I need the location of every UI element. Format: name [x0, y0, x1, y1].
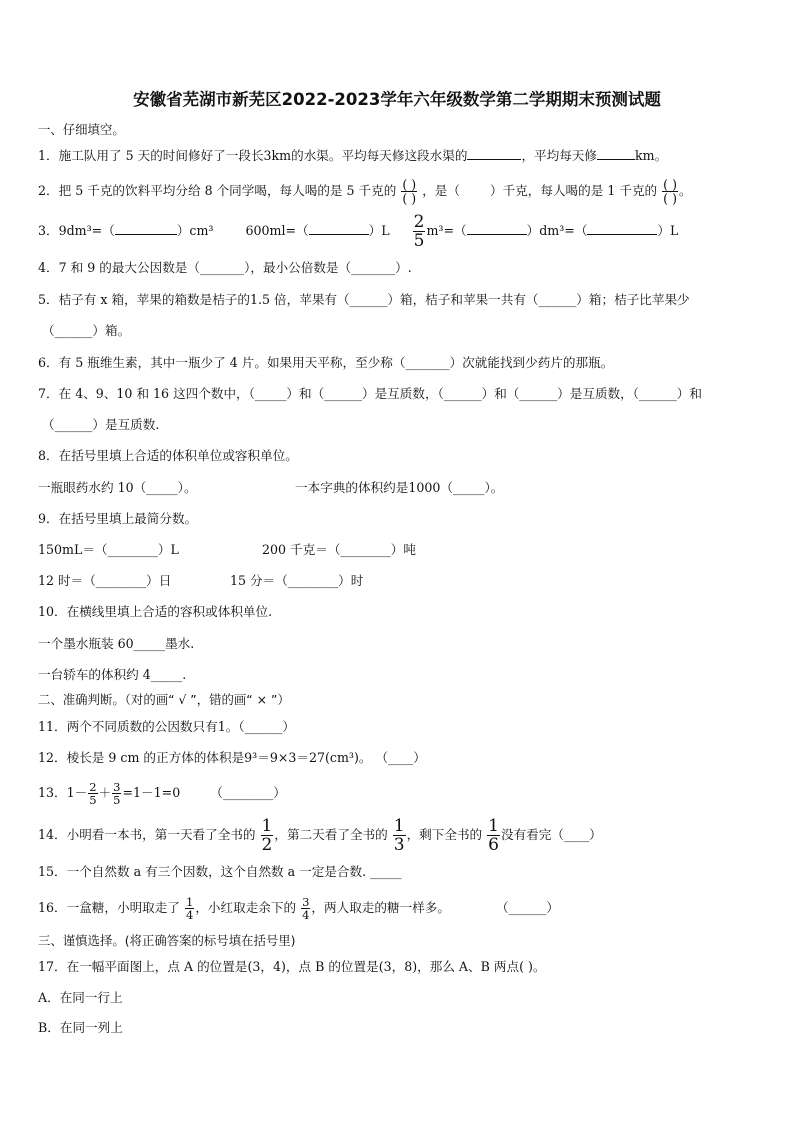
question-9-c: 12 时＝（________）日 — [38, 573, 172, 588]
option-a[interactable]: A．在同一行上 — [38, 990, 123, 1005]
q16-fraction-2: $\frac{3}{4}$ — [302, 895, 310, 922]
q13-fraction-1: $\frac{2}{5}$ — [89, 780, 97, 807]
question-8-b: 一本字典的体积约是1000（_____）。 — [295, 480, 504, 495]
q3-blank-4[interactable] — [587, 222, 657, 235]
question-9-b: 200 千克＝（________）吨 — [262, 542, 416, 557]
question-1 — [38, 147, 667, 164]
q14-text-3: ，剩下全书的 — [406, 827, 483, 842]
q14-text-4: 没有看完（____） — [500, 827, 602, 842]
q3-text-6: ）dm³=（ — [526, 223, 588, 238]
q1-text-2: ，平均每天修 — [521, 148, 597, 163]
q13-text-2: =1－1=0 — [122, 785, 181, 800]
question-17: 17．在一幅平面图上，点 A 的位置是(3，4)，点 B 的位置是(3，8)，那么 A、B 两点( )。 — [38, 959, 546, 974]
q2-text-2: ，是（ — [422, 183, 460, 198]
q16-answer[interactable]: （______） — [495, 900, 559, 915]
question-6: 6．有 5 瓶维生素，其中一瓶少了 4 片。如果用天平称，至少称（_______）次就能找到少药片的那瓶。 — [38, 355, 614, 370]
section-2-heading: 二、准确判断。（对的画“ √ ”，错的画“ × ”） — [38, 692, 290, 707]
question-7-line-2: （______）是互质数. — [42, 417, 160, 432]
q1-text: 1．施工队用了 5 天的时间修好了一段长3km的水渠。平均每天修这段水渠的 — [38, 148, 468, 163]
question-10: 10．在横线里填上合适的容积或体积单位. — [38, 604, 273, 619]
q13-answer[interactable]: （________） — [210, 785, 286, 800]
question-5-line-2: （______）箱。 — [42, 323, 131, 338]
q1-blank-2[interactable] — [597, 147, 635, 160]
question-8-a: 一瓶眼药水约 10（_____）。 — [38, 480, 197, 495]
q3-blank-2[interactable] — [309, 222, 369, 235]
q3-blank-1[interactable] — [115, 222, 177, 235]
q3-text-7: ）L — [657, 223, 679, 238]
q1-blank-1[interactable] — [467, 147, 521, 160]
q14-fraction-1: $\frac{1}{2}$ — [261, 816, 273, 855]
q3-text-2: ）cm³ — [176, 223, 214, 238]
q14-fraction-3: $\frac{1}{6}$ — [488, 816, 499, 855]
q16-text: 16．一盒糖，小明取走了 — [38, 900, 180, 915]
question-10-a: 一个墨水瓶装 60_____墨水. — [38, 636, 195, 651]
q2-fraction-1[interactable]: $\frac{( )}{( )}$ — [402, 177, 417, 206]
question-9: 9．在括号里填上最简分数。 — [38, 511, 198, 526]
q14-fraction-2: $\frac{1}{3}$ — [393, 816, 405, 855]
question-3 — [38, 213, 678, 250]
q16-text-3: ，两人取走的糖一样多。 — [311, 900, 450, 915]
q1-unit: km。 — [635, 148, 668, 163]
q2-fraction-2[interactable]: $\frac{( )}{( )}$ — [663, 177, 677, 206]
question-9-d: 15 分＝（________）时 — [230, 573, 364, 588]
option-b[interactable]: B．在同一列上 — [38, 1020, 123, 1035]
question-12: 12．棱长是 9 cm 的正方体的体积是9³＝9×3＝27(cm³)。 （____） — [38, 750, 426, 765]
question-5-line-1: 5．桔子有 x 箱，苹果的箱数是桔子的1.5 倍，苹果有（______）箱，桔子和苹果一共有（______）箱；桔子比苹果少 — [38, 292, 690, 307]
q2-text-3: ）千克，每人喝的是 1 千克的 — [489, 183, 658, 198]
q13-fraction-2: $\frac{3}{5}$ — [113, 780, 121, 807]
question-7-line-1: 7．在 4、9、10 和 16 这四个数中，（_____）和（______）是互质数，（______）和（______）是互质数，（______）和 — [38, 386, 702, 401]
question-4: 4．7 和 9 的最大公因数是（_______），最小公倍数是（_______）. — [38, 260, 412, 275]
q3-blank-3[interactable] — [467, 222, 527, 235]
q2-end: 。 — [679, 183, 692, 198]
question-9-a: 150mL＝（________）L — [38, 542, 179, 557]
q13-text: 13．1－ — [38, 785, 88, 800]
question-2 — [38, 173, 692, 209]
q3-text-3: 600ml=（ — [245, 223, 309, 238]
q3-text-5: m³=（ — [426, 223, 467, 238]
section-1-heading: 一、仔细填空。 — [38, 122, 125, 137]
q14-text: 14．小明看一本书，第一天看了全书的 — [38, 827, 256, 842]
question-8: 8．在括号里填上合适的体积单位或容积单位。 — [38, 448, 298, 463]
q3-text-4: ）L — [368, 223, 390, 238]
question-11: 11．两个不同质数的公因数只有1。（______） — [38, 719, 296, 734]
q16-text-2: ，小红取走余下的 — [195, 900, 297, 915]
q3-fraction: $\frac{2}{5}$ — [413, 212, 425, 251]
page-title: 安徽省芜湖市新芜区2022-2023学年六年级数学第二学期期末预测试题 — [133, 90, 661, 109]
question-14 — [38, 815, 602, 855]
question-13 — [38, 778, 286, 808]
q3-text-1: 3．9dm³=（ — [38, 223, 115, 238]
q13-plus: ＋ — [98, 785, 112, 800]
question-15: 15．一个自然数 a 有三个因数，这个自然数 a 一定是合数. _____ — [38, 864, 402, 879]
question-10-b: 一台轿车的体积约 4_____. — [38, 667, 187, 682]
question-16 — [38, 892, 559, 924]
q16-fraction-1: $\frac{1}{4}$ — [185, 895, 194, 922]
section-3-heading: 三、谨慎选择。(将正确答案的标号填在括号里) — [38, 933, 296, 948]
q2-text: 2．把 5 千克的饮料平均分给 8 个同学喝，每人喝的是 5 千克的 — [38, 183, 397, 198]
q14-text-2: ，第二天看了全书的 — [274, 827, 388, 842]
